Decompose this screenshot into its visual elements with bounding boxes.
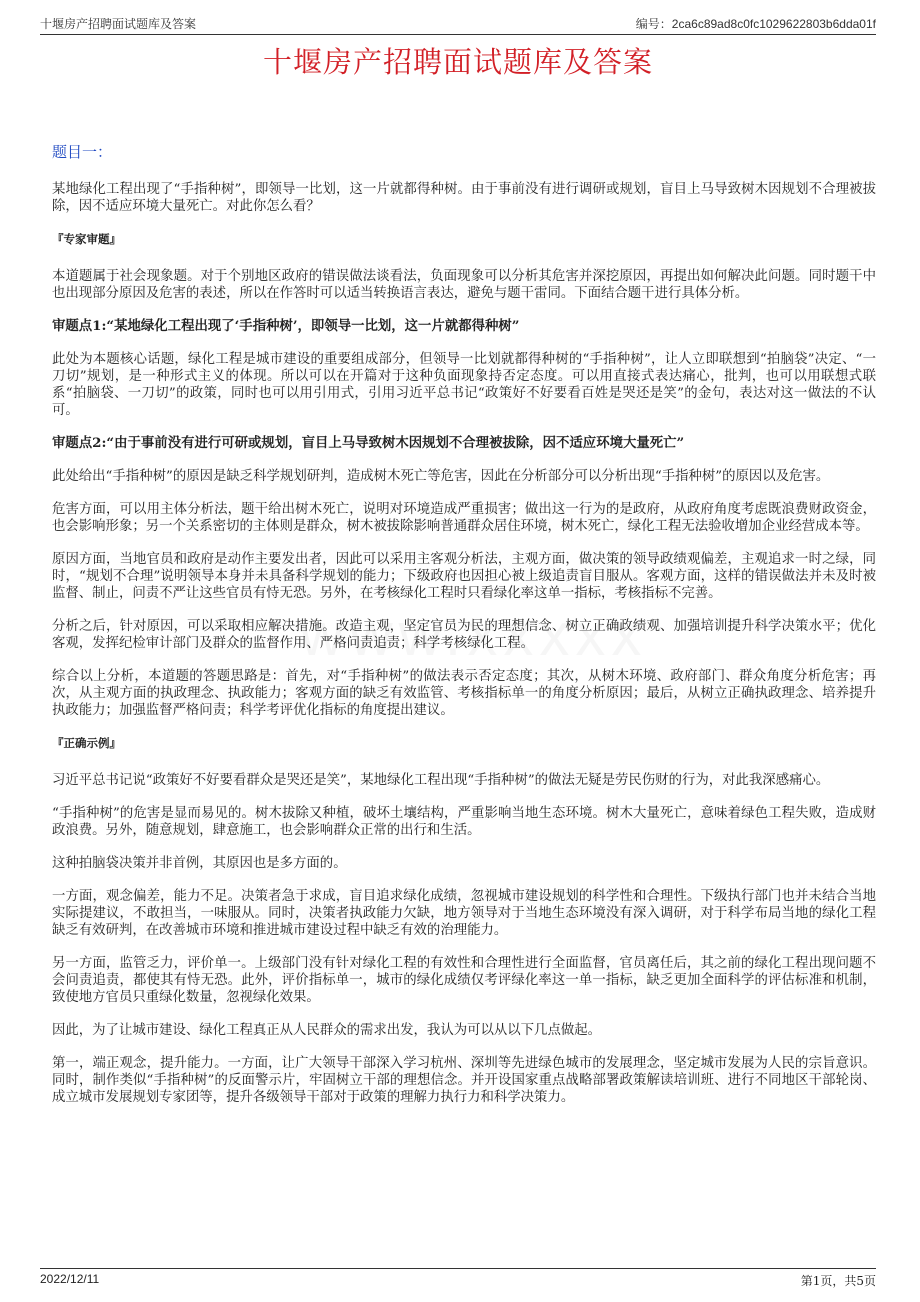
point1-title: 审题点1:“某地绿化工程出现了‘手指种树’，即领导一比划，这一片就都得种树” <box>52 318 520 334</box>
page-header <box>40 12 876 35</box>
example-paragraph: 因此，为了让城市建设、绿化工程真正从人民群众的需求出发，我认为可以从以下几点做起。 <box>52 1023 602 1038</box>
point1-text: 此处为本题核心话题，绿化工程是城市建设的重要组成部分，但领导一比划就都得种树的“手指种树”，让人立即联想到“拍脑袋”决定、“一刀切”规划，是一种形式主义的体现。所以可以在开篇对于这种负面现象持否定态度。可以用直接式表达痛心，批判，也可以用联想式联系“拍脑袋、一刀切”的政策，同时也可以用引用式，引用习近平总书记“政策好不好要看百姓是哭还是笑”的金句，表达对这一做法的不认可。 <box>52 352 876 418</box>
document-body <box>52 144 876 1122</box>
example-heading: 『正确示例』 <box>52 736 121 750</box>
question-label: 题目一： <box>52 143 113 161</box>
example-paragraph: “手指种树”的危害是显而易见的。树木拔除又种植，破坏土壤结构，严重影响当地生态环境。树木大量死亡，意味着绿色工程失败，造成财政浪费。另外，随意规划，肆意施工，也会影响群众正常的出行和生活。 <box>52 806 876 838</box>
example-paragraph: 另一方面，监管乏力，评价单一。上级部门没有针对绿化工程的有效性和合理性进行全面监督，官员离任后，其之前的绿化工程出现问题不会问责追责，都使其有恃无恐。此外，评价指标单一，城市的绿化成绩仅考评绿化率这一单一指标，缺乏更加全面科学的评估标准和机制，致使地方官员只重绿化数量，忽视绿化效果。 <box>52 956 876 1005</box>
header-doc-id: 编号：2ca6c89ad8c0fc1029622803b6dda01f <box>635 17 876 31</box>
document-title: 十堰房产招聘面试题库及答案 <box>262 45 653 79</box>
example-paragraph: 这种拍脑袋决策并非首例，其原因也是多方面的。 <box>52 856 347 871</box>
header-doc-title: 十堰房产招聘面试题库及答案 <box>40 17 197 31</box>
footer-date: 2022/12/11 <box>40 1272 100 1286</box>
point2-title: 审题点2:“由于事前没有进行可研或规划，盲目上马导致树木因规划不合理被拔除，因不适应环境大量死亡” <box>52 435 685 451</box>
summary-paragraph: 综合以上分析，本道题的答题思路是：首先，对“手指种树”的做法表示否定态度；其次，从树木环境、政府部门、群众角度分析危害；再次，从主观方面的执政理念、执政能力；客观方面的缺乏有效监管、考核指标单一的角度分析原因；最后，从树立正确执政理念、培养提升执政能力；加强监督严格问责；科学考评优化指标的角度提出建议。 <box>52 669 876 718</box>
example-paragraph: 一方面，观念偏差，能力不足。决策者急于求成，盲目追求绿化成绩，忽视城市建设规划的科学性和合理性。下级执行部门也并未结合当地实际提建议，不敢担当，一味服从。同时，决策者执政能力欠缺，地方领导对于当地生态环境没有深入调研，对于科学布局当地的绿化工程缺乏有效研判，在改善城市环境和推进城市建设过程中缺乏有效的治理能力。 <box>52 889 876 938</box>
point2-text: 此处给出“手指种树”的原因是缺乏科学规划研判，造成树木死亡等危害，因此在分析部分可以分析出现“手指种树”的原因以及危害。 <box>52 469 830 484</box>
harm-paragraph: 危害方面，可以用主体分析法，题干给出树木死亡，说明对环境造成严重损害；做出这一行为的是政府，从政府角度考虑既浪费财政资金，也会影响形象；另一个关系密切的主体则是群众，树木被拔除影响普通群众居住环境，树木死亡，绿化工程无法验收增加企业经营成本等。 <box>52 502 876 534</box>
expert-heading: 『专家审题』 <box>52 232 121 246</box>
example-paragraph: 第一，端正观念，提升能力。一方面，让广大领导干部深入学习杭州、深圳等先进绿色城市的发展理念，坚定城市发展为人民的宗旨意识。同时，制作类似“手指种树”的反面警示片，牢固树立干部的理想信念。并开设国家重点战略部署政策解读培训班、进行不同地区干部轮岗、成立城市发展规划专家团等，提升各级领导干部对于政策的理解力执行力和科学决策力。 <box>52 1056 876 1105</box>
footer-page-number: 第1页，共5页 <box>800 1274 876 1288</box>
example-paragraph: 习近平总书记说“政策好不好要看群众是哭还是笑”，某地绿化工程出现“手指种树”的做法无疑是劳民伤财的行为，对此我深感痛心。 <box>52 773 830 788</box>
page-footer <box>40 1268 876 1289</box>
cause-paragraph: 原因方面，当地官员和政府是动作主要发出者，因此可以采用主客观分析法，主观方面，做决策的领导政绩观偏差，主观追求一时之绿，同时，“规划不合理”说明领导本身并未具备科学规划的能力；下级政府也因担心被上级追责盲目服从。客观方面，这样的错误做法并未及时被监督、制止，问责不严让这些官员有恃无恐。另外，在考核绿化工程时只看绿化率这单一指标，考核指标不完善。 <box>52 552 876 601</box>
solution-paragraph: 分析之后，针对原因，可以采取相应解决措施。改造主观，坚定官员为民的理想信念、树立正确政绩观、加强培训提升科学决策水平；优化客观，发挥纪检审计部门及群众的监督作用、严格问责追责；科学考核绿化工程。 <box>52 619 876 651</box>
question-text: 某地绿化工程出现了“手指种树”，即领导一比划，这一片就都得种树。由于事前没有进行调研或规划，盲目上马导致树木因规划不合理被拔除，因不适应环境大量死亡。对此你怎么看？ <box>52 182 876 214</box>
expert-intro: 本道题属于社会现象题。对于个别地区政府的错误做法谈看法，负面现象可以分析其危害并深挖原因，再提出如何解决此问题。同时题干中也出现部分原因及危害的表述，所以在作答时可以适当转换语言表达，避免与题干雷同。下面结合题干进行具体分析。 <box>52 269 876 301</box>
